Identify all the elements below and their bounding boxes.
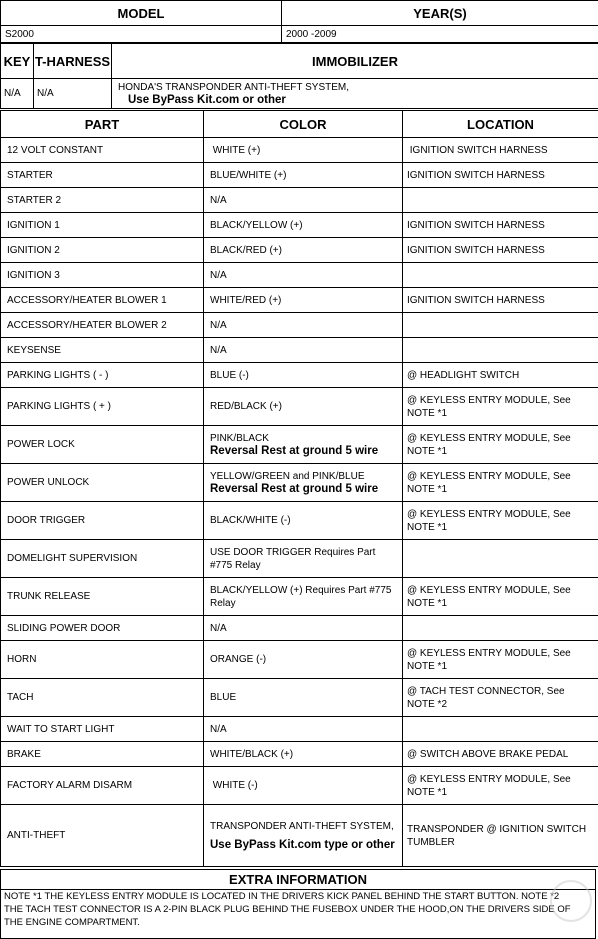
part-cell: ACCESSORY/HEATER BLOWER 1 — [1, 288, 204, 313]
table-row — [1, 138, 598, 163]
color-text: N/A — [210, 622, 227, 634]
color-cell — [204, 313, 403, 338]
color-cell — [204, 363, 403, 388]
table-row — [1, 426, 598, 464]
note-1: NOTE *1 THE KEYLESS ENTRY MODULE IS LOCATED IN THE DRIVERS KICK PANEL BEHIND THE START BUTTON. NOTE *2 — [4, 891, 560, 902]
color-cell — [204, 767, 403, 805]
part-cell: POWER UNLOCK — [1, 464, 204, 502]
table-row — [1, 213, 598, 238]
location-cell — [403, 313, 598, 338]
color-cell — [204, 338, 403, 363]
color-text: BLACK/YELLOW (+) Requires Part #775 Relay — [210, 584, 395, 609]
immobilizer-table — [0, 43, 598, 109]
column-header-location: LOCATION — [403, 111, 598, 138]
part-cell: TRUNK RELEASE — [1, 578, 204, 616]
table-row — [1, 464, 598, 502]
part-cell: POWER LOCK — [1, 426, 204, 464]
table-row — [1, 742, 598, 767]
table-row — [1, 338, 598, 363]
location-cell: @ KEYLESS ENTRY MODULE, See NOTE *1 — [403, 641, 598, 679]
part-cell: IGNITION 1 — [1, 213, 204, 238]
color-text: YELLOW/GREEN and PINK/BLUE — [210, 470, 365, 482]
table-row — [1, 188, 598, 213]
years-header: YEAR(S) — [282, 1, 598, 26]
color-cell — [204, 388, 403, 426]
table-row — [1, 616, 598, 641]
table-row — [1, 238, 598, 263]
immobilizer-description — [112, 79, 598, 109]
color-cell — [204, 540, 403, 578]
location-cell — [403, 263, 598, 288]
color-note: Reversal Rest at ground 5 wire — [210, 482, 379, 495]
location-cell — [403, 717, 598, 742]
color-text: WHITE (-) — [210, 780, 258, 791]
part-cell: PARKING LIGHTS ( - ) — [1, 363, 204, 388]
location-cell: @ SWITCH ABOVE BRAKE PEDAL — [403, 742, 598, 767]
wiring-rows — [1, 138, 598, 867]
location-cell: IGNITION SWITCH HARNESS — [403, 238, 598, 263]
model-header: MODEL — [1, 1, 282, 26]
color-cell — [204, 163, 403, 188]
color-cell — [204, 742, 403, 767]
color-text: BLUE — [210, 692, 237, 703]
color-text: BLACK/WHITE (-) — [210, 515, 291, 526]
part-cell: KEYSENSE — [1, 338, 204, 363]
color-text: N/A — [210, 319, 227, 331]
color-text: PINK/BLACK — [210, 432, 269, 444]
table-row — [1, 313, 598, 338]
color-cell — [204, 263, 403, 288]
color-text: N/A — [210, 723, 227, 735]
color-cell — [204, 578, 403, 616]
part-cell: FACTORY ALARM DISARM — [1, 767, 204, 805]
location-cell: @ KEYLESS ENTRY MODULE, See NOTE *1 — [403, 388, 598, 426]
part-cell: PARKING LIGHTS ( + ) — [1, 388, 204, 426]
color-text: N/A — [210, 344, 227, 356]
location-cell: @ KEYLESS ENTRY MODULE, See NOTE *1 — [403, 502, 598, 540]
color-cell — [204, 641, 403, 679]
column-header-color: COLOR — [204, 111, 403, 138]
location-cell: @ KEYLESS ENTRY MODULE, See NOTE *1 — [403, 578, 598, 616]
color-text: ORANGE (-) — [210, 654, 267, 665]
location-cell: @ HEADLIGHT SWITCH — [403, 363, 598, 388]
part-cell: HORN — [1, 641, 204, 679]
color-text: BLUE/WHITE (+) — [210, 169, 287, 181]
table-row — [1, 717, 598, 742]
extra-information — [0, 869, 596, 939]
color-text: BLUE (-) — [210, 369, 249, 381]
color-cell — [204, 502, 403, 540]
table-row — [1, 263, 598, 288]
table-row — [1, 578, 598, 616]
tharness-value: N/A — [34, 79, 112, 109]
part-cell: WAIT TO START LIGHT — [1, 717, 204, 742]
color-cell — [204, 188, 403, 213]
immobilizer-desc-line2: Use ByPass Kit.com or other — [128, 93, 286, 106]
part-cell: IGNITION 2 — [1, 238, 204, 263]
location-cell — [403, 338, 598, 363]
color-cell — [204, 464, 403, 502]
table-row — [1, 502, 598, 540]
years-value: 2000 -2009 — [282, 26, 598, 43]
part-cell: BRAKE — [1, 742, 204, 767]
color-cell — [204, 213, 403, 238]
color-cell — [204, 238, 403, 263]
part-cell: TACH — [1, 679, 204, 717]
table-row — [1, 641, 598, 679]
part-cell: STARTER — [1, 163, 204, 188]
model-year-table — [0, 0, 598, 43]
color-note: Use ByPass Kit.com type or other — [210, 838, 395, 851]
table-row — [1, 288, 598, 313]
color-text: N/A — [210, 269, 227, 281]
part-cell: DOMELIGHT SUPERVISION — [1, 540, 204, 578]
table-row — [1, 805, 598, 867]
location-cell: IGNITION SWITCH HARNESS — [403, 213, 598, 238]
part-cell: 12 VOLT CONSTANT — [1, 138, 204, 163]
part-cell: IGNITION 3 — [1, 263, 204, 288]
immobilizer-header: IMMOBILIZER — [112, 44, 598, 79]
color-text: WHITE (+) — [210, 144, 261, 156]
color-text: RED/BLACK (+) — [210, 401, 282, 412]
wiring-table — [0, 110, 598, 867]
location-cell: @ KEYLESS ENTRY MODULE, See NOTE *1 — [403, 767, 598, 805]
location-cell: IGNITION SWITCH HARNESS — [403, 138, 598, 163]
part-cell: SLIDING POWER DOOR — [1, 616, 204, 641]
color-text: WHITE/BLACK (+) — [210, 748, 294, 760]
extra-information-title: EXTRA INFORMATION — [1, 870, 595, 890]
color-text: WHITE/RED (+) — [210, 294, 282, 306]
color-text: USE DOOR TRIGGER Requires Part #775 Relay — [210, 546, 379, 571]
location-cell: IGNITION SWITCH HARNESS — [403, 288, 598, 313]
color-note: Reversal Rest at ground 5 wire — [210, 444, 379, 457]
location-cell: @ KEYLESS ENTRY MODULE, See NOTE *1 — [403, 426, 598, 464]
part-cell: ACCESSORY/HEATER BLOWER 2 — [1, 313, 204, 338]
table-row — [1, 540, 598, 578]
location-cell — [403, 616, 598, 641]
color-text: BLACK/YELLOW (+) — [210, 219, 303, 231]
part-cell: ANTI-THEFT — [1, 805, 204, 867]
key-value: N/A — [1, 79, 34, 109]
immobilizer-desc-line1: HONDA'S TRANSPONDER ANTI-THEFT SYSTEM, — [118, 81, 350, 93]
color-text: TRANSPONDER ANTI-THEFT SYSTEM, — [210, 820, 394, 832]
note-2: THE TACH TEST CONNECTOR IS A 2-PIN BLACK PLUG BEHIND THE FUSEBOX UNDER THE HOOD,ON THE DRIVERS SIDE OF THE ENGINE COMPARTMENT. — [4, 904, 571, 928]
location-cell — [403, 188, 598, 213]
color-cell — [204, 717, 403, 742]
table-row — [1, 163, 598, 188]
color-cell — [204, 138, 403, 163]
watermark-logo — [550, 880, 592, 922]
part-cell: DOOR TRIGGER — [1, 502, 204, 540]
model-value: S2000 — [1, 26, 282, 43]
key-header: KEY — [1, 44, 34, 79]
color-cell — [204, 679, 403, 717]
color-cell — [204, 288, 403, 313]
color-cell — [204, 426, 403, 464]
column-header-part: PART — [1, 111, 204, 138]
table-row — [1, 363, 598, 388]
location-cell: @ KEYLESS ENTRY MODULE, See NOTE *1 — [403, 464, 598, 502]
table-row — [1, 388, 598, 426]
location-cell: TRANSPONDER @ IGNITION SWITCH TUMBLER — [403, 805, 598, 867]
color-cell — [204, 805, 403, 867]
location-cell: @ TACH TEST CONNECTOR, See NOTE *2 — [403, 679, 598, 717]
color-text: BLACK/RED (+) — [210, 244, 282, 256]
location-cell — [403, 540, 598, 578]
color-cell — [204, 616, 403, 641]
table-row — [1, 767, 598, 805]
part-cell: STARTER 2 — [1, 188, 204, 213]
color-text: N/A — [210, 194, 227, 206]
location-cell: IGNITION SWITCH HARNESS — [403, 163, 598, 188]
tharness-header: T-HARNESS — [34, 44, 112, 79]
table-row — [1, 679, 598, 717]
